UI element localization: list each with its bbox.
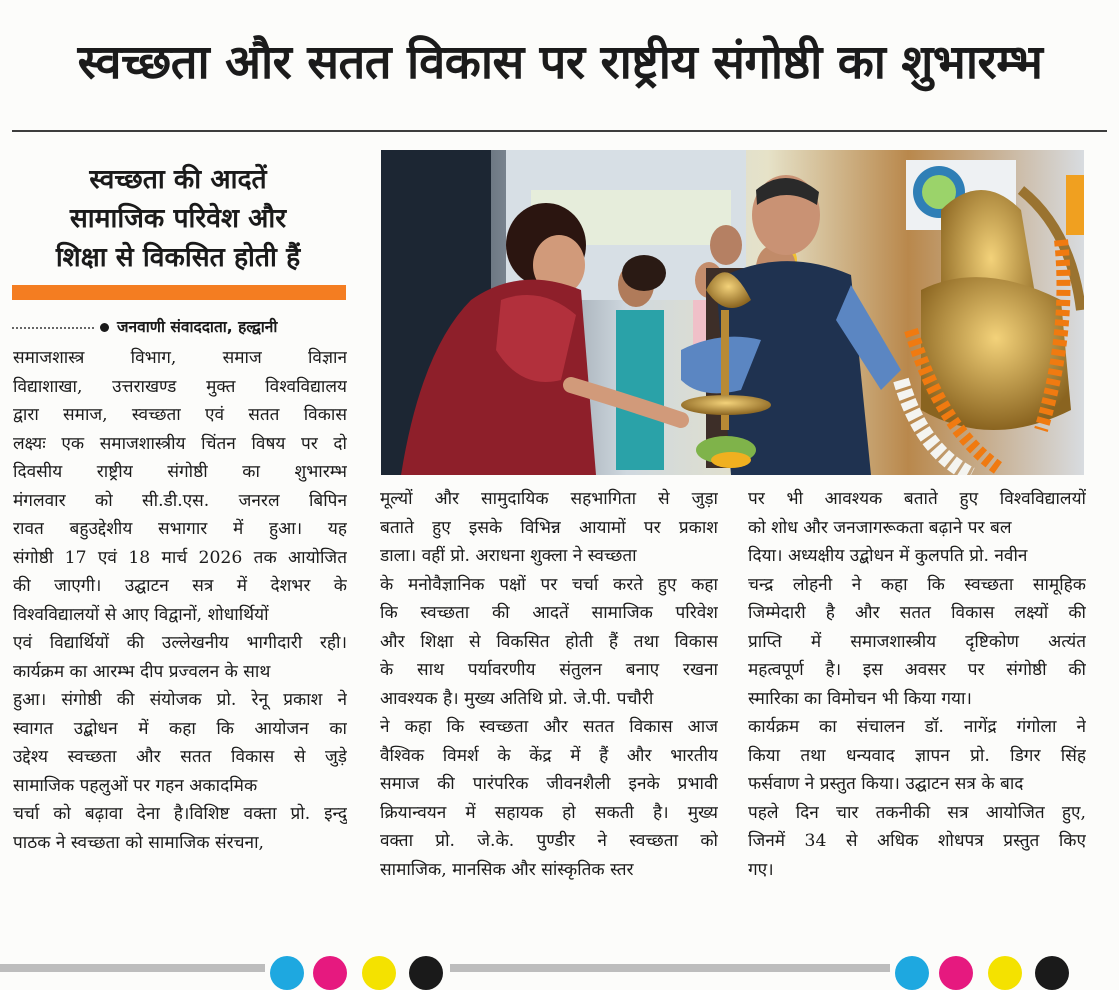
text-line: और शिक्षा से विकसित होती हैं तथा विकास	[380, 631, 718, 652]
yellow-mark	[988, 956, 1022, 990]
text-line: कार्यक्रम का संचालन डॉ. नागेंद्र गंगोला ने	[748, 717, 1086, 737]
article-column-1	[13, 344, 347, 857]
text-line: को शोध और जनजागरूकता बढ़ाने पर बल	[748, 517, 1012, 538]
text-line: ने कहा कि स्वच्छता और सतत विकास आज	[380, 717, 718, 737]
event-photo	[381, 150, 1084, 475]
black-mark	[1035, 956, 1069, 990]
byline-text: जनवाणी संवाददाता, हल्द्वानी	[117, 318, 278, 336]
text-line: गए।	[748, 859, 774, 880]
cyan-mark	[895, 956, 929, 990]
text-line: स्वागत उद्बोधन में कहा कि आयोजन का	[13, 718, 347, 739]
text-line: संगोष्ठी 17 एवं 18 मार्च 2026 तक आयोजित	[13, 547, 347, 568]
text-line: पहले दिन चार तकनीकी सत्र आयोजित हुए,	[748, 802, 1086, 823]
text-line: वैश्विक विमर्श के केंद्र में हैं और भारतीय	[380, 745, 718, 766]
text-line: विश्वविद्यालयों से आए विद्वानों, शोधार्थियों	[13, 604, 269, 625]
text-line: कार्यक्रम का आरम्भ दीप प्रज्वलन के साथ	[13, 661, 271, 682]
text-line: क्रियान्वयन में सहायक हो सकती है। मुख्य	[380, 802, 718, 823]
text-line: लक्ष्यः एक समाजशास्त्रीय चिंतन विषय पर दो	[13, 433, 347, 454]
text-line: चन्द्र लोहनी ने कहा कि स्वच्छता सामूहिक	[748, 574, 1086, 595]
text-line: सामाजिक पहलुओं पर गहन अकादमिक	[13, 775, 258, 796]
text-line: हुआ। संगोष्ठी की संयोजक प्रो. रेनू प्रकाश ने	[13, 690, 347, 710]
print-strip	[450, 964, 890, 972]
page-headline: स्वच्छता और सतत विकास पर राष्ट्रीय संगोष्ठी का शुभारम्भ	[77, 35, 1043, 90]
text-line: जिनमें 34 से अधिक शोधपत्र प्रस्तुत किए	[748, 831, 1086, 851]
text-line: एवं विद्यार्थियों की उल्लेखनीय भागीदारी रही।	[13, 633, 347, 653]
black-mark	[409, 956, 443, 990]
text-line: मंगलवार को सी.डी.एस. जनरल बिपिन	[13, 490, 347, 511]
article-column-3	[748, 485, 1086, 884]
byline	[100, 313, 350, 341]
bullet-icon	[100, 323, 109, 332]
subheadline-line: शिक्षा से विकसित होती हैं	[55, 242, 301, 273]
text-line: स्मारिका का विमोचन भी किया गया।	[748, 688, 972, 709]
magenta-mark	[313, 956, 347, 990]
text-line: पर भी आवश्यक बताते हुए विश्वविद्यालयों	[748, 489, 1086, 509]
text-line: द्वारा समाज, स्वच्छता एवं सतत विकास	[13, 405, 347, 425]
subheadline	[12, 160, 344, 280]
subheadline-line: स्वच्छता की आदतें	[89, 164, 267, 195]
text-line: प्राप्ति में समाजशास्त्रीय दृष्टिकोण अत्यंत	[748, 631, 1086, 652]
article-column-2	[380, 485, 718, 884]
print-strip	[0, 964, 265, 972]
text-line: मूल्यों और सामुदायिक सहभागिता से जुड़ा	[380, 489, 718, 509]
text-line: के साथ पर्यावरणीय संतुलन बनाए रखना	[380, 660, 718, 680]
subheadline-line: सामाजिक परिवेश और	[69, 203, 287, 234]
text-line: समाज की पारंपरिक जीवनशैली इनके प्रभावी	[380, 774, 718, 794]
accent-bar	[12, 285, 346, 300]
cyan-mark	[270, 956, 304, 990]
text-line: जिम्मेदारी है और सतत विकास लक्ष्यों की	[748, 603, 1086, 623]
top-rule	[12, 130, 1107, 132]
text-line: विद्याशाखा, उत्तराखण्ड मुक्त विश्वविद्यालय	[13, 376, 347, 397]
text-line: दिवसीय राष्ट्रीय संगोष्ठी का शुभारम्भ	[13, 462, 347, 482]
text-line: दिया। अध्यक्षीय उद्बोधन में कुलपति प्रो. नवीन	[748, 546, 1028, 566]
yellow-mark	[362, 956, 396, 990]
text-line: महत्वपूर्ण है। इस अवसर पर संगोष्ठी की	[748, 660, 1086, 680]
text-line: सामाजिक, मानसिक और सांस्कृतिक स्तर	[380, 859, 634, 880]
text-line: की जाएगी। उद्घाटन सत्र में देशभर के	[13, 576, 347, 596]
text-line: आवश्यक है। मुख्य अतिथि प्रो. जे.पी. पचौरी	[380, 688, 654, 709]
byline-dotted-rule	[12, 327, 94, 329]
text-line: के मनोवैज्ञानिक पक्षों पर चर्चा करते हुए कहा	[380, 574, 718, 595]
text-line: फर्सवाण ने प्रस्तुत किया। उद्घाटन सत्र के बाद	[748, 774, 1024, 794]
text-line: उद्देश्य स्वच्छता और सतत विकास से जुड़े	[13, 747, 347, 767]
text-line: वक्ता प्रो. जे.के. पुण्डीर ने स्वच्छता को	[380, 831, 718, 851]
text-line: चर्चा को बढ़ावा देना है।विशिष्ट वक्ता प्रो. इन्दु	[13, 804, 347, 824]
magenta-mark	[939, 956, 973, 990]
text-line: बताते हुए इसके विभिन्न आयामों पर प्रकाश	[380, 517, 718, 538]
text-line: पाठक ने स्वच्छता को सामाजिक संरचना,	[13, 832, 264, 853]
text-line: डाला। वहीं प्रो. अराधना शुक्ला ने स्वच्छता	[380, 546, 637, 566]
text-line: समाजशास्त्र विभाग, समाज विज्ञान	[13, 348, 347, 368]
text-line: कि स्वच्छता की आदतें सामाजिक परिवेश	[380, 603, 718, 623]
text-line: किया तथा धन्यवाद ज्ञापन प्रो. डिगर सिंह	[748, 745, 1086, 766]
text-line: रावत बहुउद्देशीय सभागार में हुआ। यह	[13, 519, 347, 539]
